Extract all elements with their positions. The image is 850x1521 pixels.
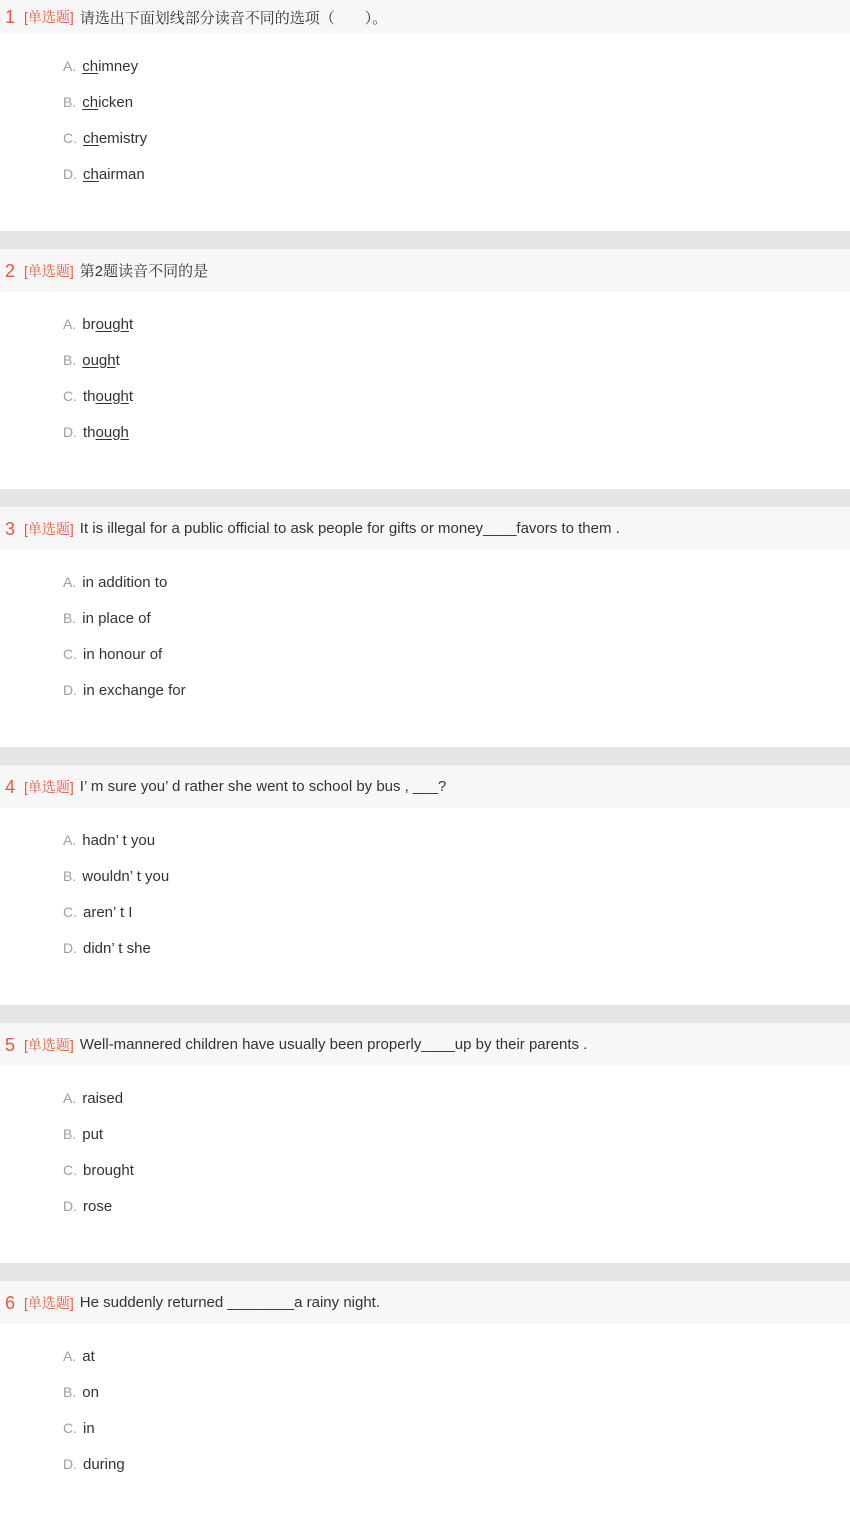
- question-card: [0, 0, 850, 231]
- question-number: 5: [5, 1034, 16, 1055]
- option-letter: B.: [63, 94, 77, 110]
- option-row[interactable]: [63, 672, 830, 708]
- question-card: [0, 765, 850, 1005]
- option-text: ought: [82, 351, 120, 369]
- option-row[interactable]: [63, 600, 830, 636]
- question-header: [0, 1023, 850, 1066]
- question-type-badge: [单选题]: [24, 778, 74, 795]
- option-text: brought: [83, 1161, 134, 1179]
- option-text: raised: [82, 1089, 124, 1107]
- option-row[interactable]: [63, 156, 830, 192]
- question-text: I’ m sure you’ d rather she went to school by bus , ___?: [79, 778, 447, 795]
- option-row[interactable]: [63, 1338, 830, 1374]
- option-letter: A.: [63, 1348, 77, 1364]
- question-header: [0, 1281, 850, 1324]
- option-text: wouldn’ t you: [82, 867, 170, 885]
- options-list: [0, 808, 850, 1005]
- option-row[interactable]: [63, 84, 830, 120]
- options-list: [0, 34, 850, 231]
- option-row[interactable]: [63, 414, 830, 450]
- options-list: [0, 550, 850, 747]
- option-row[interactable]: [63, 858, 830, 894]
- option-letter: C.: [63, 646, 77, 662]
- option-row[interactable]: [63, 48, 830, 84]
- option-letter: D.: [63, 682, 77, 698]
- question-text: He suddenly returned ________a rainy night.: [79, 1294, 381, 1311]
- option-letter: A.: [63, 58, 77, 74]
- option-row[interactable]: [63, 822, 830, 858]
- question-number: 1: [5, 7, 16, 27]
- question-header: [0, 765, 850, 808]
- option-letter: C.: [63, 1420, 77, 1436]
- question-number: 3: [5, 518, 16, 539]
- question-card: [0, 507, 850, 747]
- option-text: put: [82, 1125, 104, 1143]
- option-row[interactable]: [63, 120, 830, 156]
- option-letter: A.: [63, 316, 77, 332]
- question-header: [0, 507, 850, 550]
- option-row[interactable]: [63, 1080, 830, 1116]
- question-number: 4: [5, 776, 16, 797]
- option-text: aren’ t I: [83, 903, 133, 921]
- option-letter: B.: [63, 352, 77, 368]
- option-row[interactable]: [63, 1152, 830, 1188]
- option-row[interactable]: [63, 930, 830, 966]
- option-text: thought: [83, 387, 134, 405]
- option-text: chemistry: [83, 129, 148, 147]
- option-text: at: [82, 1347, 95, 1365]
- option-row[interactable]: [63, 1410, 830, 1446]
- option-row[interactable]: [63, 1116, 830, 1152]
- question-text: It is illegal for a public official to ask people for gifts or money____favors to them .: [79, 520, 620, 537]
- option-letter: B.: [63, 610, 77, 626]
- question-header: [0, 0, 850, 34]
- question-type-badge: [单选题]: [24, 520, 74, 537]
- options-list: [0, 292, 850, 489]
- option-text: on: [82, 1383, 99, 1401]
- option-row[interactable]: [63, 378, 830, 414]
- option-letter: A.: [63, 574, 77, 590]
- option-text: didn’ t she: [83, 939, 151, 957]
- option-text: in exchange for: [83, 681, 186, 699]
- option-text: in honour of: [83, 645, 163, 663]
- option-text: hadn’ t you: [82, 831, 156, 849]
- option-letter: C.: [63, 130, 77, 146]
- question-number: 6: [5, 1292, 16, 1313]
- option-letter: C.: [63, 1162, 77, 1178]
- question-card: [0, 249, 850, 489]
- question-number: 2: [5, 260, 16, 281]
- option-row[interactable]: [63, 1188, 830, 1224]
- option-row[interactable]: [63, 1374, 830, 1410]
- option-text: chicken: [82, 93, 134, 111]
- option-text: chairman: [83, 165, 145, 183]
- option-letter: C.: [63, 388, 77, 404]
- option-letter: D.: [63, 940, 77, 956]
- option-row[interactable]: [63, 564, 830, 600]
- option-row[interactable]: [63, 306, 830, 342]
- option-letter: B.: [63, 1384, 77, 1400]
- question-type-badge: [单选题]: [24, 1036, 74, 1053]
- option-text: in addition to: [82, 573, 168, 591]
- question-text: 第2题读音不同的是: [79, 263, 209, 280]
- question-type-badge: [单选题]: [24, 262, 74, 279]
- option-text: brought: [82, 315, 134, 333]
- options-list: [0, 1324, 850, 1521]
- option-text: in place of: [82, 609, 151, 627]
- question-type-badge: [单选题]: [24, 9, 74, 25]
- option-text: during: [83, 1455, 125, 1473]
- option-row[interactable]: [63, 1446, 830, 1482]
- option-letter: C.: [63, 904, 77, 920]
- option-letter: D.: [63, 1198, 77, 1214]
- option-letter: B.: [63, 1126, 77, 1142]
- question-type-badge: [单选题]: [24, 1294, 74, 1311]
- question-card: [0, 1023, 850, 1263]
- option-letter: A.: [63, 1090, 77, 1106]
- option-row[interactable]: [63, 636, 830, 672]
- options-list: [0, 1066, 850, 1263]
- option-letter: D.: [63, 424, 77, 440]
- option-text: chimney: [82, 57, 139, 75]
- option-text: in: [83, 1419, 95, 1437]
- option-text: though: [83, 423, 129, 441]
- option-letter: A.: [63, 832, 77, 848]
- option-letter: D.: [63, 166, 77, 182]
- option-letter: B.: [63, 868, 77, 884]
- question-header: [0, 249, 850, 292]
- option-row[interactable]: [63, 342, 830, 378]
- question-text: Well-mannered children have usually been properly____up by their parents .: [79, 1036, 588, 1053]
- question-card: [0, 1281, 850, 1521]
- question-text: 请选出下面划线部分读音不同的选项（ ）。: [79, 9, 388, 27]
- option-text: rose: [83, 1197, 113, 1215]
- option-letter: D.: [63, 1456, 77, 1472]
- option-row[interactable]: [63, 894, 830, 930]
